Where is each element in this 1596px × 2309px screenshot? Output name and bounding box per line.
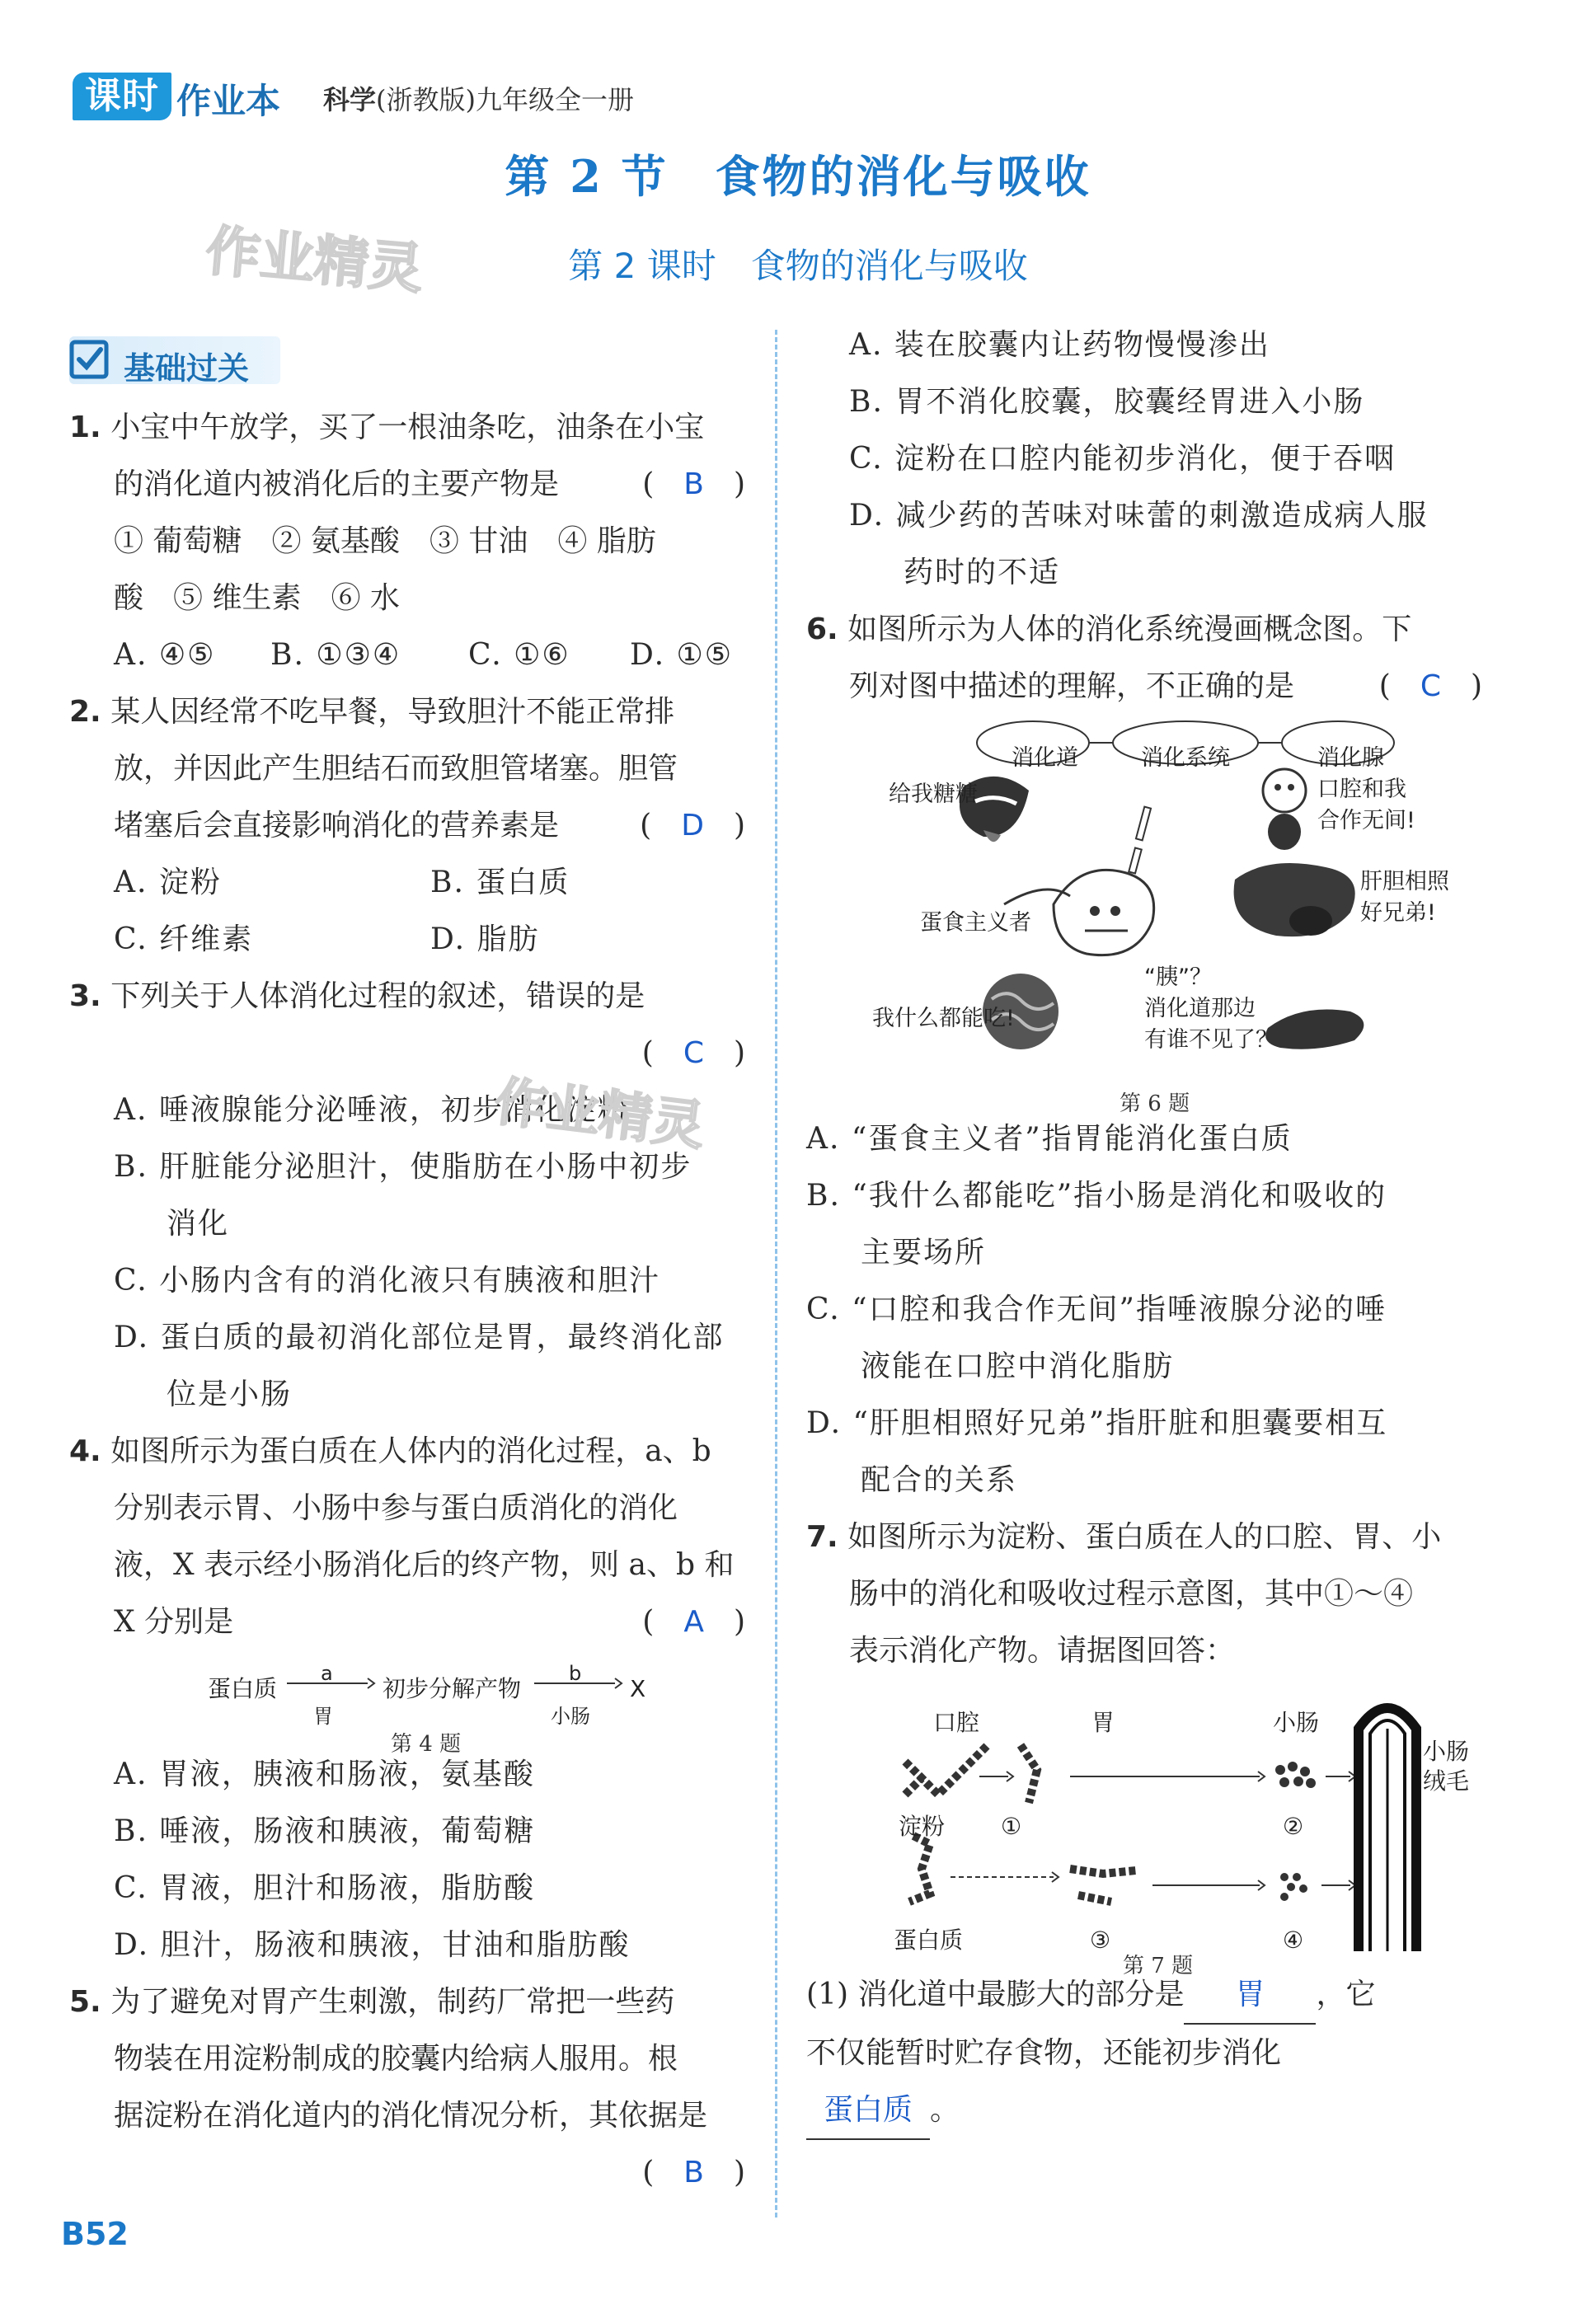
question-text: 下列关于人体消化过程的叙述，错误的是 bbox=[110, 979, 645, 1013]
option-continued: 配合的关系 bbox=[861, 1463, 1018, 1497]
question-number: 7. bbox=[806, 1520, 838, 1554]
question-text: 表示消化产物。请据图回答： bbox=[849, 1634, 1236, 1668]
section-title: 第 2 节 食物的消化与吸收 bbox=[505, 150, 1091, 203]
option: C. “口腔和我合作无间”指唾液腺分泌的唾 bbox=[806, 1293, 1387, 1326]
brand-logo: 课时 bbox=[73, 73, 171, 120]
answer-mark: B bbox=[683, 2156, 704, 2189]
label-protein: 蛋白质 bbox=[894, 1927, 964, 1954]
question-text: 如图所示为人体的消化系统漫画概念图。下 bbox=[847, 612, 1412, 646]
option: B. ①③④ bbox=[270, 638, 401, 672]
digestive-system-cartoon bbox=[806, 715, 1482, 1116]
option: A. ④⑤ bbox=[114, 638, 216, 672]
label-intestine: 小肠 bbox=[1273, 1709, 1320, 1736]
question-text: 某人因经常不吃早餐，导致胆汁不能正常排 bbox=[110, 695, 675, 729]
option: A. “蛋食主义者”指胃能消化蛋白质 bbox=[806, 1122, 1293, 1156]
protein-digestion-diagram bbox=[69, 1650, 745, 1757]
watermark-top: 作业精灵 bbox=[203, 218, 426, 302]
question-number: 3. bbox=[69, 979, 101, 1013]
arrow-label-b: b bbox=[569, 1662, 582, 1685]
bubble-digestive-system: 消化系统 bbox=[1141, 745, 1230, 771]
arrow-site-b: 小肠 bbox=[551, 1705, 590, 1728]
subquestion-text: (1) 消化道中最膨大的部分是 bbox=[806, 1978, 1185, 2011]
answer-mark: D bbox=[681, 809, 704, 842]
option: C. 小肠内含有的消化液只有胰液和胆汁 bbox=[114, 1264, 661, 1298]
option: B. 蛋白质 bbox=[430, 866, 570, 899]
right-column bbox=[806, 317, 1482, 2140]
question-3: 3. 下列关于人体消化过程的叙述，错误的是 ( C ) A. 唾液腺能分泌唾液，初步消化淀粉 B. 肝脏能分泌胆汁，使脂肪在小肠中初步 消化 C. 小肠内含有的消化液只有胰液和胆汁 D. 蛋白质的最初消化部位是胃，最终消化部 位是小肠 bbox=[69, 968, 745, 1423]
label-pancreas: “胰”？ 消化道那边 有谁不见了？ bbox=[1144, 964, 1278, 1053]
option: C. 胃液，胆汁和肠液，脂肪酸 bbox=[114, 1871, 536, 1905]
question-7 bbox=[806, 1509, 1482, 2140]
question-4: 4. 如图所示为蛋白质在人体内的消化过程，a、b 分别表示胃、小肠中参与蛋白质消化的消化 液，X 表示经小肠消化后的终产物，则 a、b 和 X 分别是 ( A ) 蛋白质 a 胃 初步分解产物 b 小肠 X 第 4 题 A. 胃液，胰液和肠液，氨基酸 B. 唾液，肠液和胰液，葡萄糖 C. 胃液，胆汁和肠液，脂肪酸 D. 胆汁，肠液和胰液，甘油和脂肪酸 bbox=[69, 1423, 745, 1973]
option-continued: 药时的不适 bbox=[904, 556, 1061, 589]
question-text: 列对图中描述的理解，不正确的是 bbox=[849, 669, 1295, 703]
question-number: 4. bbox=[69, 1434, 101, 1468]
question-5: 5. 为了避免对胃产生刺激，制药厂常把一些药 物装在用淀粉制成的胶囊内给病人服用。根 据淀粉在消化道内的消化情况分析，其依据是 ( B ) bbox=[69, 1985, 745, 2189]
option-continued: 位是小肠 bbox=[167, 1377, 293, 1411]
diagram-end: X bbox=[630, 1675, 646, 1702]
bubble-digestive-gland: 消化腺 bbox=[1317, 745, 1384, 771]
brand-subtitle: 作业本 bbox=[176, 81, 281, 121]
figure-caption: 第 7 题 bbox=[1123, 1954, 1194, 1978]
option: D. 减少药的苦味对味蕾的刺激造成病人服 bbox=[849, 499, 1429, 533]
question-text: 据淀粉在消化道内的消化情况分析，其依据是 bbox=[114, 2099, 708, 2133]
label-villi: 小肠 绒毛 bbox=[1423, 1738, 1470, 1795]
question-text: 如图所示为淀粉、蛋白质在人的口腔、胃、小 bbox=[847, 1520, 1442, 1554]
option: C. 淀粉在口腔内能初步消化，便于吞咽 bbox=[849, 442, 1396, 476]
option: A. 装在胶囊内让药物慢慢渗出 bbox=[849, 328, 1270, 362]
subquestion-text: 。 bbox=[930, 2093, 960, 2127]
book-edition: (浙教版)九年级全一册 bbox=[376, 84, 634, 115]
figure-caption: 第 4 题 bbox=[391, 1732, 462, 1757]
subquestion-text: ，它 bbox=[1316, 1978, 1376, 2011]
option: A. 唾液腺能分泌唾液，初步消化淀粉 bbox=[114, 1093, 629, 1127]
marker-4: ④ bbox=[1283, 1927, 1304, 1954]
question-1: 1. 小宝中午放学，买了一根油条吃，油条在小宝 的消化道内被消化后的主要产物是 ( B ) ① 葡萄糖 ② 氨基酸 ③ 甘油 ④ 脂肪 酸 ⑤ 维生素 ⑥ 水 A. ④⑤ B. ①③④ C. ①⑥ D. ①⑤ bbox=[69, 399, 745, 683]
question-text: 的消化道内被消化后的主要产物是 bbox=[114, 467, 560, 501]
option: D. 蛋白质的最初消化部位是胃，最终消化部 bbox=[114, 1321, 725, 1354]
label-stomach: 蛋食主义者 bbox=[920, 910, 1031, 936]
question-6: 6. 如图所示为人体的消化系统漫画概念图。下 列对图中描述的理解，不正确的是 ( C ) 消化道 消化系统 消化腺 给我糖糖 口腔和我 合作无间! 肝胆相照 好兄弟! 蛋食主义者 我什么都能吃! “胰”？ 消化道那边 有谁不见了？ 第 6 题 A. “蛋食主义者”指胃能消化蛋白质 B. “我什么都能吃”指小肠是消化和吸收的 主要场所 C. “口腔和我合作无间”指唾液腺分泌的唾 液能在口腔中消化脂肪 D. “肝胆相照好兄弟”指肝脏和胆囊要相互 配合的关系 bbox=[806, 601, 1482, 1509]
question-number: 2. bbox=[69, 695, 101, 729]
left-column bbox=[69, 399, 745, 2201]
option: B. 肝脏能分泌胆汁，使脂肪在小肠中初步 bbox=[114, 1150, 692, 1184]
diagram-mid: 初步分解产物 bbox=[383, 1675, 522, 1702]
label-intestine: 我什么都能吃! bbox=[872, 1006, 1015, 1031]
option: D. 胆汁，肠液和胰液，甘油和脂肪酸 bbox=[114, 1928, 631, 1962]
marker-2: ② bbox=[1283, 1813, 1304, 1840]
item-list: ① 葡萄糖 ② 氨基酸 ③ 甘油 ④ 脂肪 bbox=[114, 524, 656, 558]
question-text: 物装在用淀粉制成的胶囊内给病人服用。根 bbox=[114, 2042, 678, 2076]
question-2: 2. 某人因经常不吃早餐，导致胆汁不能正常排 放，并因此产生胆结石而致胆管堵塞。胆管 堵塞后会直接影响消化的营养素是 ( D ) A. 淀粉 B. 蛋白质 C. 纤维素 D. 脂肪 bbox=[69, 683, 745, 968]
option: C. 纤维素 bbox=[114, 922, 254, 956]
lesson-title: 第 2 课时 食物的消化与吸收 bbox=[568, 246, 1028, 286]
label-gland: 口腔和我 合作无间! bbox=[1317, 777, 1415, 833]
question-number: 5. bbox=[69, 1985, 101, 2019]
answer-blank[interactable]: 蛋白质 bbox=[806, 2081, 930, 2140]
option-continued: 液能在口腔中消化脂肪 bbox=[861, 1349, 1175, 1383]
digestion-absorption-diagram bbox=[806, 1679, 1482, 1978]
marker-1: ① bbox=[1001, 1813, 1022, 1840]
option: D. ①⑤ bbox=[630, 638, 734, 672]
marker-3: ③ bbox=[1090, 1927, 1111, 1954]
answer-mark: A bbox=[683, 1605, 704, 1639]
answer-mark: C bbox=[683, 1036, 704, 1070]
question-number: 6. bbox=[806, 612, 838, 646]
book-title bbox=[323, 79, 634, 117]
option: A. 胃液，胰液和肠液，氨基酸 bbox=[114, 1758, 535, 1791]
subquestion-text: 不仅能暂时贮存食物，还能初步消化 bbox=[806, 2036, 1282, 2070]
question-text: 肠中的消化和吸收过程示意图，其中①～④ bbox=[849, 1577, 1414, 1611]
answer-mark: C bbox=[1420, 669, 1441, 703]
figure-caption: 第 6 题 bbox=[1120, 1091, 1190, 1116]
question-text: 液，X 表示经小肠消化后的终产物，则 a、b 和 bbox=[114, 1548, 735, 1582]
label-starch: 淀粉 bbox=[899, 1813, 946, 1840]
answer-mark: B bbox=[683, 467, 704, 501]
column-divider bbox=[775, 330, 777, 2217]
label-mouth: 口腔 bbox=[933, 1709, 980, 1736]
watermark-middle: 作业精灵 bbox=[491, 1071, 708, 1158]
question-text: 分别表示胃、小肠中参与蛋白质消化的消化 bbox=[114, 1491, 678, 1525]
question-text: 如图所示为蛋白质在人体内的消化过程，a、b bbox=[110, 1434, 711, 1468]
item-list: 酸 ⑤ 维生素 ⑥ 水 bbox=[114, 581, 400, 615]
question-number: 1. bbox=[69, 411, 101, 444]
option: B. 胃不消化胶囊，胶囊经胃进入小肠 bbox=[849, 385, 1365, 419]
bubble-digestive-tract: 消化道 bbox=[1012, 745, 1078, 771]
answer-blank[interactable]: 胃 bbox=[1184, 1966, 1316, 2025]
option: B. “我什么都能吃”指小肠是消化和吸收的 bbox=[806, 1179, 1387, 1213]
question-text: 堵塞后会直接影响消化的营养素是 bbox=[114, 809, 560, 842]
question-text: X 分别是 bbox=[114, 1605, 234, 1639]
arrow-label-a: a bbox=[321, 1662, 333, 1685]
page-number: B52 bbox=[61, 2216, 129, 2252]
option-continued: 主要场所 bbox=[861, 1236, 987, 1269]
arrow-site-a: 胃 bbox=[313, 1705, 333, 1728]
option: D. 脂肪 bbox=[430, 922, 540, 956]
option: B. 唾液，肠液和胰液，葡萄糖 bbox=[114, 1814, 536, 1848]
diagram-start: 蛋白质 bbox=[208, 1675, 278, 1702]
question-5-options bbox=[806, 317, 1482, 601]
option-continued: 消化 bbox=[167, 1207, 230, 1241]
label-liver: 肝胆相照 好兄弟! bbox=[1360, 869, 1449, 926]
question-text: 小宝中午放学，买了一根油条吃，油条在小宝 bbox=[110, 411, 705, 444]
label-stomach: 胃 bbox=[1091, 1709, 1115, 1736]
option: C. ①⑥ bbox=[468, 638, 570, 672]
option: A. 淀粉 bbox=[114, 866, 222, 899]
question-text: 放，并因此产生胆结石而致胆管堵塞。胆管 bbox=[114, 752, 678, 786]
label-mouth: 给我糖糖 bbox=[889, 781, 978, 807]
section-badge-label: 基础过关 bbox=[124, 350, 250, 387]
question-text: 为了避免对胃产生刺激，制药厂常把一些药 bbox=[110, 1985, 675, 2019]
option: D. “肝胆相照好兄弟”指肝脏和胆囊要相互 bbox=[806, 1406, 1388, 1440]
section-badge bbox=[69, 336, 280, 387]
checkbox-icon bbox=[69, 340, 109, 379]
book-subject: 科学 bbox=[323, 84, 377, 115]
